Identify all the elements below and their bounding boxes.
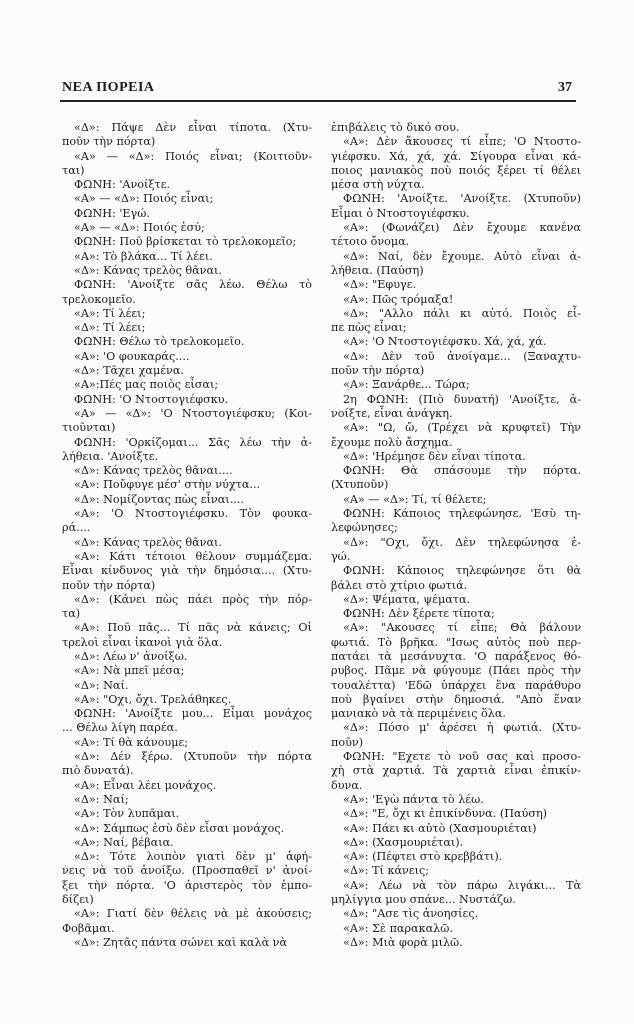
text-line: ΦΩΝΗ: Κάποιος τηλεφώνησε. 'Εσὺ τη-	[343, 507, 581, 521]
dialogue-paragraph	[62, 936, 312, 950]
text-line: τρελοκομεῖο.	[62, 292, 136, 306]
text-line: «Δ»: Σάμπως ἐσὺ δὲν εἶσαι μονάχος.	[74, 821, 285, 835]
text-line: ... Θέλω λίγη παρέα.	[62, 721, 178, 735]
dialogue-paragraph	[331, 293, 581, 307]
dialogue-paragraph	[331, 721, 581, 750]
dialogue-paragraph	[331, 307, 581, 336]
dialogue-paragraph	[62, 221, 312, 235]
text-line: «Δ»: 'Ηρέμησε δὲν εἶναι τίποτα.	[343, 449, 526, 463]
text-line: «Α»: Λέω νὰ τὸν πάρω λιγάκι... Τὰ	[343, 878, 581, 892]
dialogue-paragraph	[62, 307, 312, 321]
text-line: δίζει)	[62, 893, 94, 907]
dialogue-paragraph	[331, 335, 581, 349]
dialogue-paragraph	[331, 621, 581, 721]
text-line: τέτοιο ὄνομα.	[331, 235, 410, 249]
dialogue-paragraph	[331, 350, 581, 379]
right-column	[331, 121, 581, 950]
dialogue-paragraph	[62, 507, 312, 536]
text-line: ποὺ βγαίνει στὴν δημοσιά. "Απὸ ἕναν	[331, 692, 581, 706]
text-line: «Α»: 'Ο φουκαράς....	[74, 349, 190, 363]
dialogue-paragraph	[331, 607, 581, 621]
text-line: ΦΩΝΗ: 'Ανοίξτε μου... Εἶμαι μονάχος	[74, 707, 312, 721]
text-line: τιοῦνται)	[62, 421, 116, 435]
text-line: «Δ»: Ζητᾶς πάντα σώνει καὶ καλὰ νὰ	[74, 935, 288, 949]
dialogue-paragraph	[331, 750, 581, 793]
text-line: πατάει τὰ μεσάνυχτα. 'Ο παράξενος θό-	[331, 649, 581, 663]
text-line: τα)	[62, 607, 81, 621]
dialogue-paragraph	[331, 936, 581, 950]
dialogue-paragraph	[62, 364, 312, 378]
dialogue-paragraph	[331, 850, 581, 864]
text-line: «Α»: Τί θὰ κάνουμε;	[74, 735, 189, 749]
text-line: ΦΩΝΗ: 'Ανοίξτε σᾶς λέω. Θέλω τὸ	[74, 278, 312, 292]
text-line: «Α»: Σὲ παρακαλῶ.	[343, 921, 453, 935]
text-line: «Α» — «Δ»: Ποιός ἐσύ;	[74, 221, 205, 235]
dialogue-paragraph	[331, 493, 581, 507]
dialogue-paragraph	[62, 536, 312, 550]
dialogue-paragraph	[62, 750, 312, 779]
text-line: «Α»: Τὸν λυπᾶμαι.	[74, 807, 180, 821]
text-line: νοίξτε, εἶναι ἀνάγκη.	[331, 406, 453, 420]
text-line: ρά....	[62, 521, 91, 535]
text-line: «Δ»: Κάνας τρελὸς θᾶναι....	[74, 464, 233, 478]
text-line: «Α»: (Πέφτει στὸ κρεββάτι).	[343, 850, 503, 864]
dialogue-paragraph	[331, 121, 581, 135]
text-line: ΦΩΝΗ: Θὰ σπάσουμε τὴν πόρτα.	[343, 464, 581, 478]
dialogue-paragraph	[62, 250, 312, 264]
text-line: «Δ»: Τότε λοιπὸν γιατὶ δὲν μ' ἀφή-	[74, 850, 312, 864]
text-line: «Α»: Πῶς τρόμαξα!	[343, 292, 454, 306]
text-line: γώ.	[331, 549, 351, 563]
text-line: νεις νὰ τοῦ ἀνοίξω. (Προσπαθεῖ ν' ἀνοί-	[62, 864, 312, 878]
dialogue-paragraph	[331, 793, 581, 807]
text-line: «Δ»: Ψέματα, ψέματα.	[343, 592, 471, 606]
text-line: ΦΩΝΗ: 'Ανοίξτε.	[74, 178, 171, 192]
text-line: «Α»: Γιατί δὲν θέλεις νὰ μὲ ἀκούσεις;	[74, 907, 312, 921]
dialogue-paragraph	[62, 192, 312, 206]
text-line: «Δ»: Τί κάνεις;	[343, 864, 430, 878]
text-line: ΦΩΝΗ: Κάποιος τηλεφώνησε ὅτι θὰ	[343, 564, 581, 578]
dialogue-paragraph	[62, 679, 312, 693]
text-line: «Δ»: Τᾶχει χαμένα.	[74, 364, 184, 378]
text-line: μέσα στὴ νύχτα.	[331, 178, 425, 192]
text-line: «Δ»: Κάνας τρελὸς θᾶναι.	[74, 263, 222, 277]
dialogue-paragraph	[62, 807, 312, 821]
dialogue-paragraph	[331, 836, 581, 850]
text-line: Εἶναι κίνδυνος γιὰ τὴν δημόσια.... (Χτυ-	[62, 564, 312, 578]
dialogue-paragraph	[62, 736, 312, 750]
dialogue-paragraph	[331, 507, 581, 536]
dialogue-paragraph	[331, 278, 581, 292]
dialogue-paragraph	[62, 335, 312, 349]
dialogue-paragraph	[331, 564, 581, 593]
text-line: «Α»: Πάει κι αὐτὸ (Χασμουριέται)	[343, 821, 537, 835]
text-line: τρελοὶ εἶναι ἱκανοὶ γιὰ ὅλα.	[62, 635, 223, 649]
text-line: «Α»: "Ω, ὤ, (Τρέχει νὰ κρυφτεῖ) Τὴν	[343, 421, 581, 435]
text-line: «Α»: Ποὔφυγε μέσ' στὴν νύχτα...	[74, 478, 261, 492]
dialogue-paragraph	[62, 207, 312, 221]
dialogue-paragraph	[331, 822, 581, 836]
text-line: «Α»: Δὲν ἄκουσες τί εἶπε; 'Ο Ντοστο-	[343, 135, 581, 149]
dialogue-paragraph	[62, 836, 312, 850]
dialogue-paragraph	[62, 436, 312, 465]
dialogue-paragraph	[62, 779, 312, 793]
dialogue-paragraph	[331, 593, 581, 607]
text-line: «Α»: 'Ο Ντοστογιέφσκυ. Χά, χά, χά.	[343, 335, 547, 349]
dialogue-paragraph	[331, 393, 581, 422]
dialogue-paragraph	[62, 393, 312, 407]
text-line: ἐπιβάλεις τὸ δικό σου.	[331, 121, 460, 134]
text-line: «Α»: Ξανάρθε... Τώρα;	[343, 378, 470, 392]
running-title: ΝΕΑ ΠΟΡΕΙΑ	[62, 80, 155, 95]
text-line: «Δ»: Μιὰ φορὰ μιλῶ.	[343, 935, 463, 949]
dialogue-paragraph	[62, 621, 312, 650]
text-line: «Α»: "Οχι, ὄχι. Τρελάθηκες.	[74, 692, 232, 706]
text-line: Φοβᾶμαι.	[62, 921, 115, 935]
text-line: «Α» — «Δ»: Ποιός εἶναι; (Κοιτιοῦν-	[74, 149, 312, 163]
text-line: «Δ»: "Οχι, ὄχι. Δὲν τηλεφώνησα ἐ-	[343, 535, 581, 549]
text-line: «Α» — «Δ»: Τί, τί θέλετε;	[343, 492, 487, 506]
text-line: «Δ»: Πάψε Δὲν εἶναι τίποτα. (Χτυ-	[74, 121, 312, 134]
text-line: «Δ»: Ναί;	[74, 792, 129, 806]
text-line: «Α»: Ναί, βέβαια.	[74, 835, 174, 849]
text-line: ΦΩΝΗ: 'Ανοίξτε. 'Ανοίξτε. (Χτυποῦν)	[343, 192, 581, 206]
text-line: «Δ»: Πόσο μ' ἀρέσει ἡ φωτιά. (Χτυ-	[343, 721, 581, 735]
dialogue-paragraph	[62, 321, 312, 335]
text-line: Εἶμαι ὁ Ντοστογιέφσκυ.	[331, 206, 470, 220]
dialogue-paragraph	[331, 421, 581, 450]
text-line: ποῦν τὴν πόρτα)	[331, 364, 425, 378]
dialogue-paragraph	[62, 464, 312, 478]
text-line: «Δ»: Κάνας τρελὸς θᾶναι.	[74, 535, 222, 549]
text-line: «Δ»: Νομίζοντας πὼς εἶναι....	[74, 492, 244, 506]
text-line: «Δ»: (Χασμουριέται).	[343, 835, 464, 849]
text-line: «Α»: 'Ο Ντοστογιέφσκυ. Τὸν φουκα-	[74, 507, 312, 521]
text-line: ΦΩΝΗ: 'Ο Ντοστογιέφσκυ.	[74, 392, 229, 406]
dialogue-paragraph	[331, 807, 581, 821]
text-line: «Δ»: Ναί, δὲν ἔχουμε. Αὐτὸ εἶναι ἀ-	[343, 249, 581, 263]
page-header	[60, 78, 576, 102]
text-line: ται)	[62, 163, 85, 177]
text-line: ΦΩΝΗ: 'Εγώ.	[74, 206, 150, 220]
text-line: ποῦν)	[331, 735, 364, 749]
text-line: ΦΩΝΗ: "Εχετε τὸ νοῦ σας καὶ προσο-	[343, 750, 581, 764]
dialogue-paragraph	[62, 121, 312, 150]
page-number: 37	[558, 80, 572, 95]
text-line: γιέφσκυ. Χά, χά, χά. Σίγουρα εἶναι κά-	[331, 149, 581, 163]
dialogue-paragraph	[62, 793, 312, 807]
text-line: δυνα.	[331, 778, 363, 792]
dialogue-paragraph	[331, 922, 581, 936]
dialogue-paragraph	[62, 478, 312, 492]
dialogue-paragraph	[331, 135, 581, 192]
text-line: ποιος μανιακὸς ποὺ ποιός ξέρει τί θέλει	[331, 163, 581, 177]
dialogue-paragraph	[331, 250, 581, 279]
dialogue-paragraph	[62, 593, 312, 622]
text-line: μανιακὸ νὰ τὰ περιμένεις ὅλα.	[331, 707, 506, 721]
dialogue-paragraph	[62, 650, 312, 664]
text-line: «Α»: Νὰ μπεῖ μέσα;	[74, 664, 185, 678]
dialogue-paragraph	[331, 464, 581, 493]
text-line: πιὸ δυνατά).	[62, 764, 134, 778]
dialogue-paragraph	[62, 664, 312, 678]
text-line: 2η ΦΩΝΗ: (Πιὸ δυνατή) 'Ανοίξτε, ἀ-	[343, 392, 581, 406]
text-line: «Α» — «Δ»: Ποιός εἶναι;	[74, 192, 214, 206]
dialogue-paragraph	[331, 450, 581, 464]
text-line: ρυβος. Πᾶμε νὰ φύγουμε (Πάει πρὸς τὴν	[331, 664, 581, 678]
dialogue-paragraph	[331, 879, 581, 908]
text-line: φωτιά. Τὸ βρῆκα. "Ισως αὐτὸς ποὺ περ-	[331, 635, 581, 649]
text-line: «Δ»: "Ε, ὄχι κι ἐπικίνδυνα. (Παύση)	[343, 807, 548, 821]
text-line: «Δ»: Τί λέει;	[74, 321, 146, 335]
dialogue-paragraph	[331, 378, 581, 392]
text-line: «Α»: Εἶναι λέει μονάχος.	[74, 778, 217, 792]
dialogue-paragraph	[62, 235, 312, 249]
dialogue-paragraph	[62, 350, 312, 364]
dialogue-paragraph	[331, 221, 581, 250]
dialogue-paragraph	[62, 493, 312, 507]
text-line: ΦΩΝΗ: 'Ορκίζομαι... Σᾶς λέω τὴν ἀ-	[74, 435, 312, 449]
text-line: ΦΩΝΗ: Δὲν ξέρετε τίποτα;	[343, 607, 495, 621]
dialogue-paragraph	[62, 264, 312, 278]
text-line: «Α»:Πές μας ποιὸς εἶσαι;	[74, 378, 219, 392]
dialogue-paragraph	[62, 278, 312, 307]
text-line: ποῦν τὴν πόρτα)	[62, 578, 156, 592]
text-line: χὴ στὰ χαρτιά. Τὰ χαρτιὰ εἶναι ἐπικίν-	[331, 764, 581, 778]
dialogue-paragraph	[62, 850, 312, 907]
text-line: «Δ»: Λέω ν' ἀνοίξω.	[74, 649, 188, 663]
text-line: «Α»: Τὸ βλάκα... Τί λέει.	[74, 249, 213, 263]
text-line: «Δ»: Ναί.	[74, 678, 129, 692]
text-line: «Δ»: "Ασε τὶς ἀνοησίες.	[343, 907, 479, 921]
text-line: «Δ»: (Κάνει πὼς πάει πρὸς τὴν πόρ-	[74, 592, 312, 606]
text-line: μηλίγγια μου σπάνε... Νυστάζω.	[331, 893, 516, 907]
dialogue-paragraph	[62, 178, 312, 192]
text-line: λήθεια. (Παύση)	[331, 263, 424, 277]
dialogue-paragraph	[331, 536, 581, 565]
dialogue-paragraph	[62, 378, 312, 392]
text-line: «Δ»: Δέν ξέρω. (Χτυποῦν τὴν πόρτα	[74, 750, 312, 764]
text-line: ΦΩΝΗ: Ποῦ βρίσκεται τὸ τρελοκομεῖο;	[74, 235, 297, 249]
text-line: τουαλέττα) 'Εδῶ ὑπάρχει ἕνα παράθυρο	[331, 678, 581, 692]
dialogue-paragraph	[62, 707, 312, 736]
text-line: «Α»: Ποῦ πᾶς... Τί πᾶς νὰ κάνεις; Οἱ	[74, 621, 312, 635]
text-line: λήθεια. 'Ανοίξτε.	[62, 449, 159, 463]
text-line: ποῦν τὴν πόρτα)	[62, 135, 156, 149]
text-line: «Α»: (Φωνάζει) Δὲν ἔχουμε κανένα	[343, 221, 581, 235]
dialogue-paragraph	[331, 864, 581, 878]
dialogue-paragraph	[62, 407, 312, 436]
left-column	[62, 121, 312, 950]
text-line: «Α»: Κάτι τέτοιοι θέλουν συμμάζεμα.	[74, 549, 312, 563]
text-line: «Α» — «Δ»: 'Ο Ντοστογιέφσκυ; (Κοι-	[74, 406, 312, 420]
dialogue-paragraph	[331, 192, 581, 221]
text-line: «Α»: Τί λέει;	[74, 306, 146, 320]
dialogue-paragraph	[62, 693, 312, 707]
text-line: «Α»: 'Εγὼ πάντα τὸ λέω.	[343, 792, 484, 806]
dialogue-paragraph	[62, 907, 312, 936]
text-line: ΦΩΝΗ: Θέλω τὸ τρελοκομεῖο.	[74, 335, 245, 349]
text-line: λεφώνησες;	[331, 521, 398, 535]
dialogue-paragraph	[62, 150, 312, 179]
dialogue-paragraph	[331, 907, 581, 921]
text-line: ἔχουμε πολὺ ἄσχημα.	[331, 435, 453, 449]
dialogue-paragraph	[62, 550, 312, 593]
text-line: «Α»: "Ακουσες τί εἶπε; Θὰ βάλουν	[343, 621, 581, 635]
text-line: βάλει στὸ χτίριο φωτιά.	[331, 578, 468, 592]
text-line: πε πὼς εἶναι;	[331, 321, 407, 335]
dialogue-paragraph	[62, 822, 312, 836]
text-line: ξει τὴν πόρτα. 'Ο ἀριστερὸς τὸν ἐμπο-	[62, 878, 312, 892]
text-line: «Δ»: "Εφυγε.	[343, 278, 417, 292]
text-line: «Δ»: "Αλλο πάλι κι αὐτό. Ποιὸς εἶ-	[343, 306, 581, 320]
text-line: (Χτυποῦν)	[331, 478, 389, 492]
text-line: «Δ»: Δὲν τοῦ ἀνοίγαμε... (Ξαναχτυ-	[343, 349, 581, 363]
